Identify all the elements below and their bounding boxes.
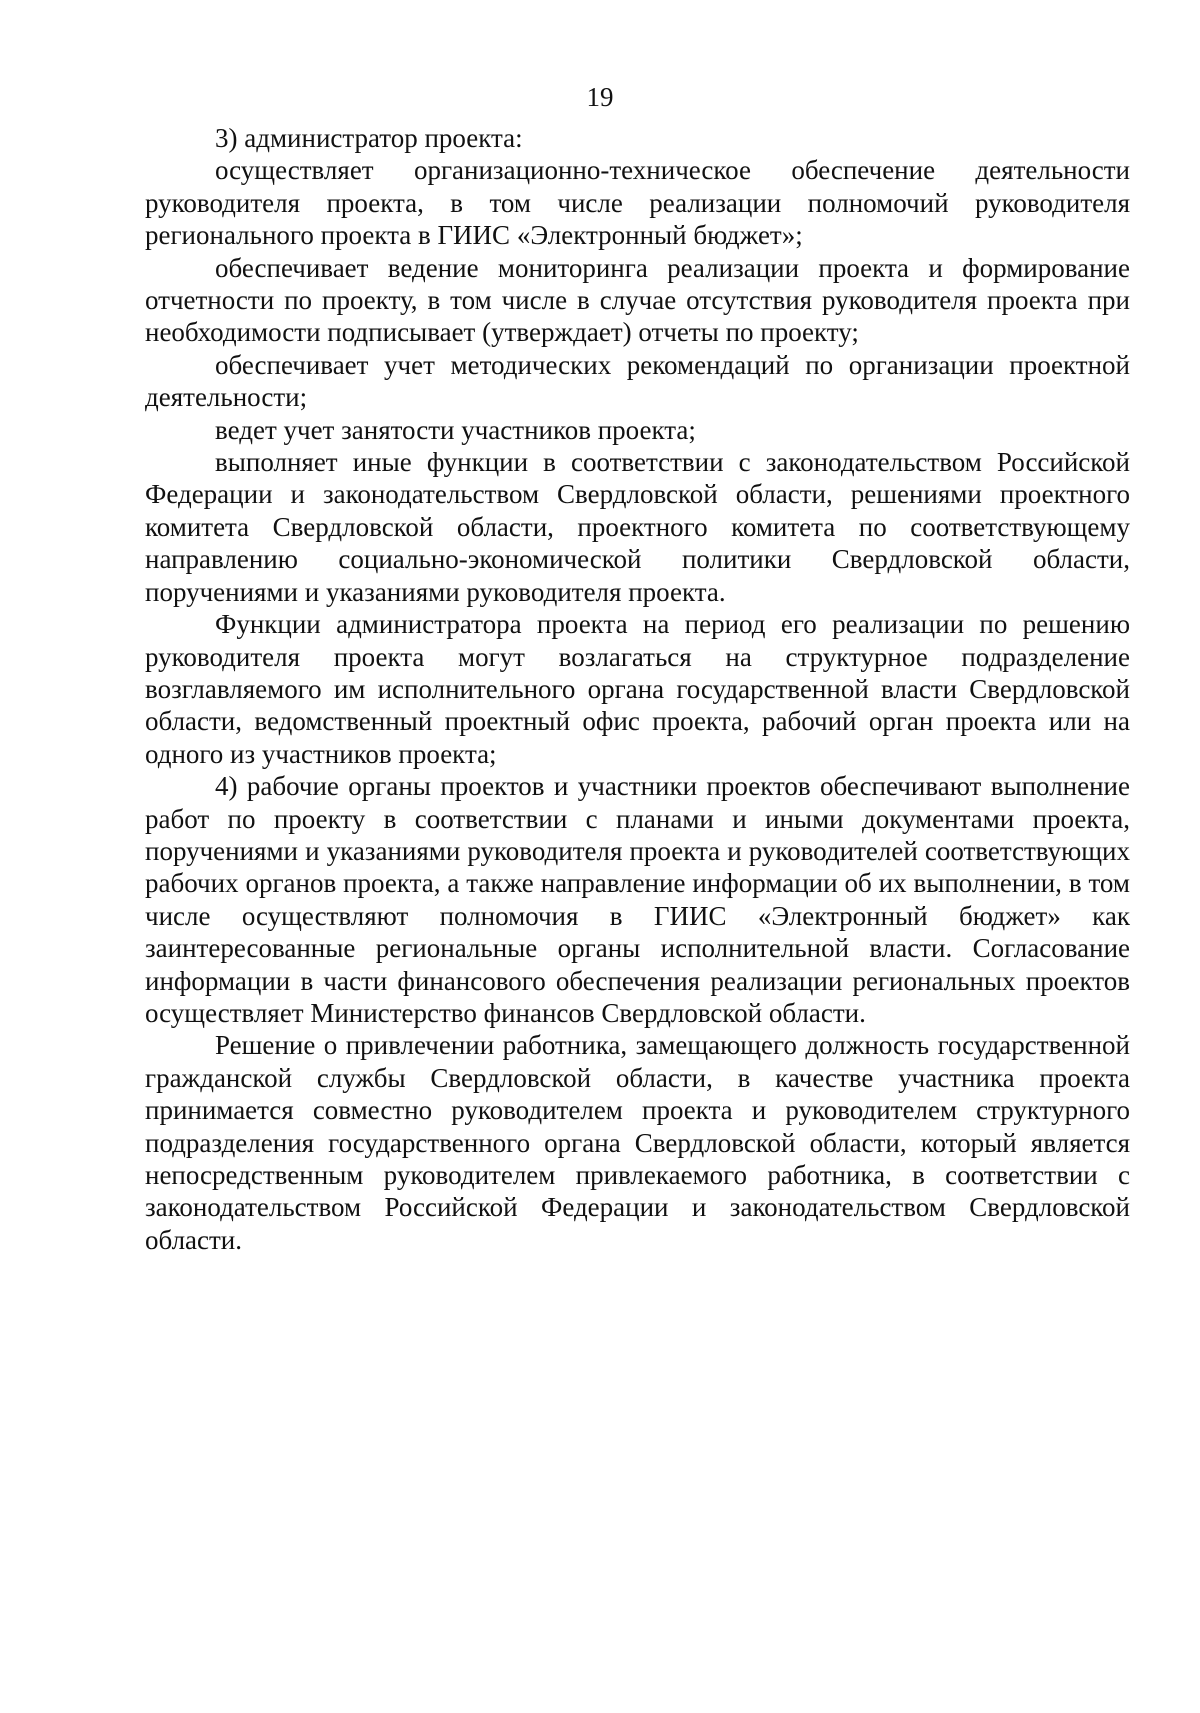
paragraph-working-bodies: 4) рабочие органы проектов и участники проектов обеспечивают выполнение работ по проекту в соответствии с планами и иными документами проекта, поручениями и указаниями руководителя проекта и руководителей соответствующих рабочих органов проекта, а также направление информации об их выполнении, в том числе осуществляют полномочия в ГИИС «Электронный бюджет» как заинтересованные региональные органы исполнительной власти. Согласование информации в части финансового обеспечения реализации региональных проектов осуществляет Министерство финансов Свердловской области.: [145, 771, 1130, 1028]
paragraph-monitoring: обеспечивает ведение мониторинга реализации проекта и формирование отчетности по проекту, в том числе в случае отсутствия руководителя проекта при необходимости подписывает (утверждает) отчеты по проекту;: [145, 252, 1130, 348]
paragraph-administrator-functions: Функции администратора проекта на период его реализации по решению руководителя проекта могут возлагаться на структурное подразделение возглавляемого им исполнительного органа государственной власти Свердловской области, ведомственный проектный офис проекта, рабочий орган проекта или на одного из участников проекта;: [145, 609, 1130, 769]
paragraph-decision: Решение о привлечении работника, замещающего должность государственной гражданской службы Свердловской области, в качестве участника проекта принимается совместно руководителем проекта и руководителем структурного подразделения государственного органа Свердловской области, который является непосредственным руководителем привлекаемого работника, в соответствии с законодательством Российской Федерации и законодательством Свердловской области.: [145, 1030, 1130, 1255]
paragraph-participants-employment: ведет учет занятости участников проекта;: [215, 414, 696, 445]
paragraph-administrator-heading: 3) администратор проекта:: [215, 123, 523, 153]
paragraph-other-functions: выполняет иные функции в соответствии с законодательством Российской Федерации и законодательством Свердловской области, решениями проектного комитета Свердловской области, проектного комитета по соответствующему направлению социально-экономической политики Свердловской области, поручениями и указаниями руководителя проекта.: [145, 447, 1130, 607]
paragraph-organizational-support: осуществляет организационно-техническое обеспечение деятельности руководителя проекта, в том числе реализации полномочий руководителя регионального проекта в ГИИС «Электронный бюджет»;: [145, 155, 1130, 251]
page-number: 19: [586, 82, 614, 112]
document-body: [145, 122, 1130, 1256]
paragraph-methodical-recommendations: обеспечивает учет методических рекомендаций по организации проектной деятельности;: [145, 349, 1130, 413]
